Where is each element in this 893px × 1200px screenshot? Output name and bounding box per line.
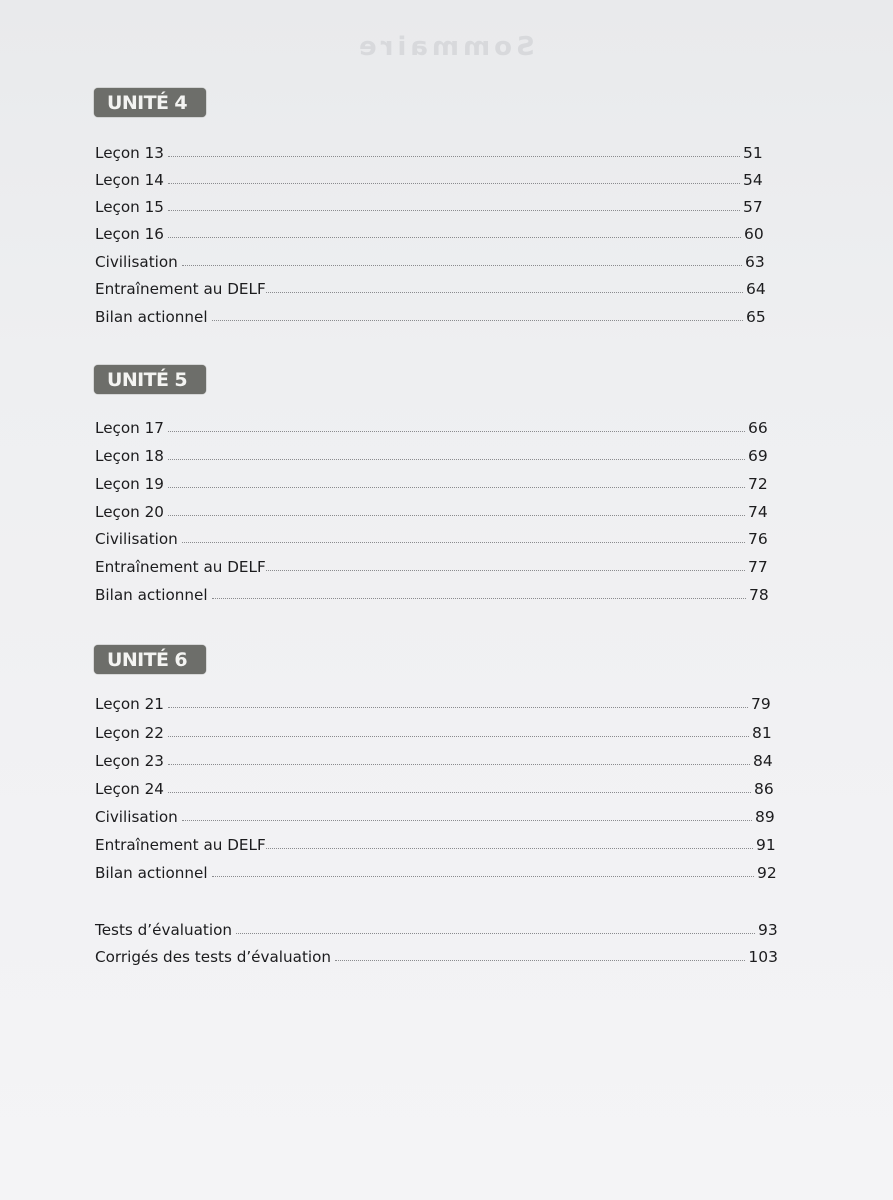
dot-leader (182, 265, 742, 266)
toc-entry-lecon-20[interactable] (95, 497, 768, 521)
dot-leader (266, 570, 745, 571)
dot-leader (212, 598, 746, 599)
toc-entry-bilan[interactable] (95, 302, 766, 326)
toc-entry-label: Corrigés des tests d’évaluation (95, 948, 332, 966)
dot-leader (168, 707, 748, 708)
dot-leader (168, 515, 745, 516)
toc-entry-page: 65 (746, 308, 766, 326)
unit-6-badge: UNITÉ 6 (94, 645, 206, 674)
dot-leader (182, 820, 752, 821)
toc-entry-label: Civilisation (95, 530, 178, 548)
toc-entry-page: 103 (748, 948, 778, 966)
toc-entry-page: 79 (751, 695, 771, 713)
toc-entry-label: Bilan actionnel (95, 864, 208, 882)
toc-entry-label: Entraînement au DELF (95, 836, 266, 854)
toc-entry-page: 93 (758, 921, 778, 939)
toc-entry-lecon-19[interactable] (95, 469, 768, 493)
toc-entry-civilisation[interactable] (95, 247, 765, 271)
toc-entry-page: 51 (743, 144, 763, 162)
dot-leader (168, 156, 740, 157)
toc-entry-label: Leçon 18 (95, 447, 164, 465)
toc-entry-civilisation[interactable] (95, 524, 768, 548)
toc-entry-civilisation[interactable] (95, 802, 775, 826)
toc-entry-page: 92 (757, 864, 777, 882)
dot-leader (182, 542, 745, 543)
toc-entry-label: Tests d’évaluation (95, 921, 232, 939)
toc-entry-label: Bilan actionnel (95, 586, 208, 604)
toc-entry-label: Leçon 24 (95, 780, 164, 798)
toc-entry-corriges[interactable] (95, 942, 778, 966)
toc-entry-lecon-23[interactable] (95, 746, 773, 770)
toc-entry-delf[interactable] (95, 274, 766, 298)
toc-entry-lecon-13[interactable] (95, 138, 763, 162)
toc-entry-lecon-15[interactable] (95, 192, 763, 216)
dot-leader (168, 431, 745, 432)
toc-entry-lecon-17[interactable] (95, 413, 768, 437)
toc-entry-label: Leçon 23 (95, 752, 164, 770)
dot-leader (168, 210, 740, 211)
toc-entry-lecon-16[interactable] (95, 219, 764, 243)
toc-entry-page: 74 (748, 503, 768, 521)
toc-entry-label: Entraînement au DELF (95, 558, 266, 576)
toc-entry-page: 63 (745, 253, 765, 271)
dot-leader (335, 960, 745, 961)
toc-entry-label: Civilisation (95, 253, 178, 271)
unit-5-badge: UNITÉ 5 (94, 365, 206, 394)
toc-entry-label: Civilisation (95, 808, 178, 826)
toc-entry-page: 69 (748, 447, 768, 465)
toc-entry-delf[interactable] (95, 552, 768, 576)
toc-entry-page: 72 (748, 475, 768, 493)
dot-leader (266, 292, 743, 293)
toc-entry-page: 77 (748, 558, 768, 576)
toc-entry-label: Leçon 19 (95, 475, 164, 493)
toc-entry-page: 64 (746, 280, 766, 298)
toc-entry-page: 84 (753, 752, 773, 770)
toc-entry-bilan[interactable] (95, 858, 777, 882)
toc-entry-label: Leçon 17 (95, 419, 164, 437)
toc-entry-label: Leçon 22 (95, 724, 164, 742)
toc-entry-lecon-18[interactable] (95, 441, 768, 465)
dot-leader (212, 876, 754, 877)
dot-leader (168, 487, 745, 488)
toc-entry-lecon-22[interactable] (95, 718, 772, 742)
toc-entry-bilan[interactable] (95, 580, 769, 604)
toc-entry-delf[interactable] (95, 830, 776, 854)
toc-entry-label: Leçon 15 (95, 198, 164, 216)
toc-entry-page: 81 (752, 724, 772, 742)
dot-leader (168, 459, 745, 460)
toc-entry-label: Entraînement au DELF (95, 280, 266, 298)
ghost-page-title: Sommaire (355, 32, 535, 62)
toc-entry-label: Leçon 13 (95, 144, 164, 162)
dot-leader (168, 736, 749, 737)
toc-entry-page: 89 (755, 808, 775, 826)
toc-entry-page: 57 (743, 198, 763, 216)
dot-leader (168, 183, 740, 184)
toc-entry-label: Leçon 16 (95, 225, 164, 243)
toc-entry-page: 91 (756, 836, 776, 854)
toc-entry-lecon-21[interactable] (95, 689, 771, 713)
toc-entry-page: 76 (748, 530, 768, 548)
toc-entry-page: 60 (744, 225, 764, 243)
toc-entry-page: 78 (749, 586, 769, 604)
unit-4-badge: UNITÉ 4 (94, 88, 206, 117)
toc-entry-label: Leçon 20 (95, 503, 164, 521)
toc-entry-label: Bilan actionnel (95, 308, 208, 326)
toc-entry-label: Leçon 21 (95, 695, 164, 713)
dot-leader (266, 848, 753, 849)
dot-leader (212, 320, 743, 321)
toc-entry-tests[interactable] (95, 915, 778, 939)
dot-leader (236, 933, 755, 934)
toc-entry-lecon-24[interactable] (95, 774, 774, 798)
toc-entry-label: Leçon 14 (95, 171, 164, 189)
toc-entry-page: 86 (754, 780, 774, 798)
toc-entry-page: 66 (748, 419, 768, 437)
dot-leader (168, 792, 751, 793)
dot-leader (168, 237, 741, 238)
dot-leader (168, 764, 750, 765)
toc-entry-page: 54 (743, 171, 763, 189)
toc-entry-lecon-14[interactable] (95, 165, 763, 189)
